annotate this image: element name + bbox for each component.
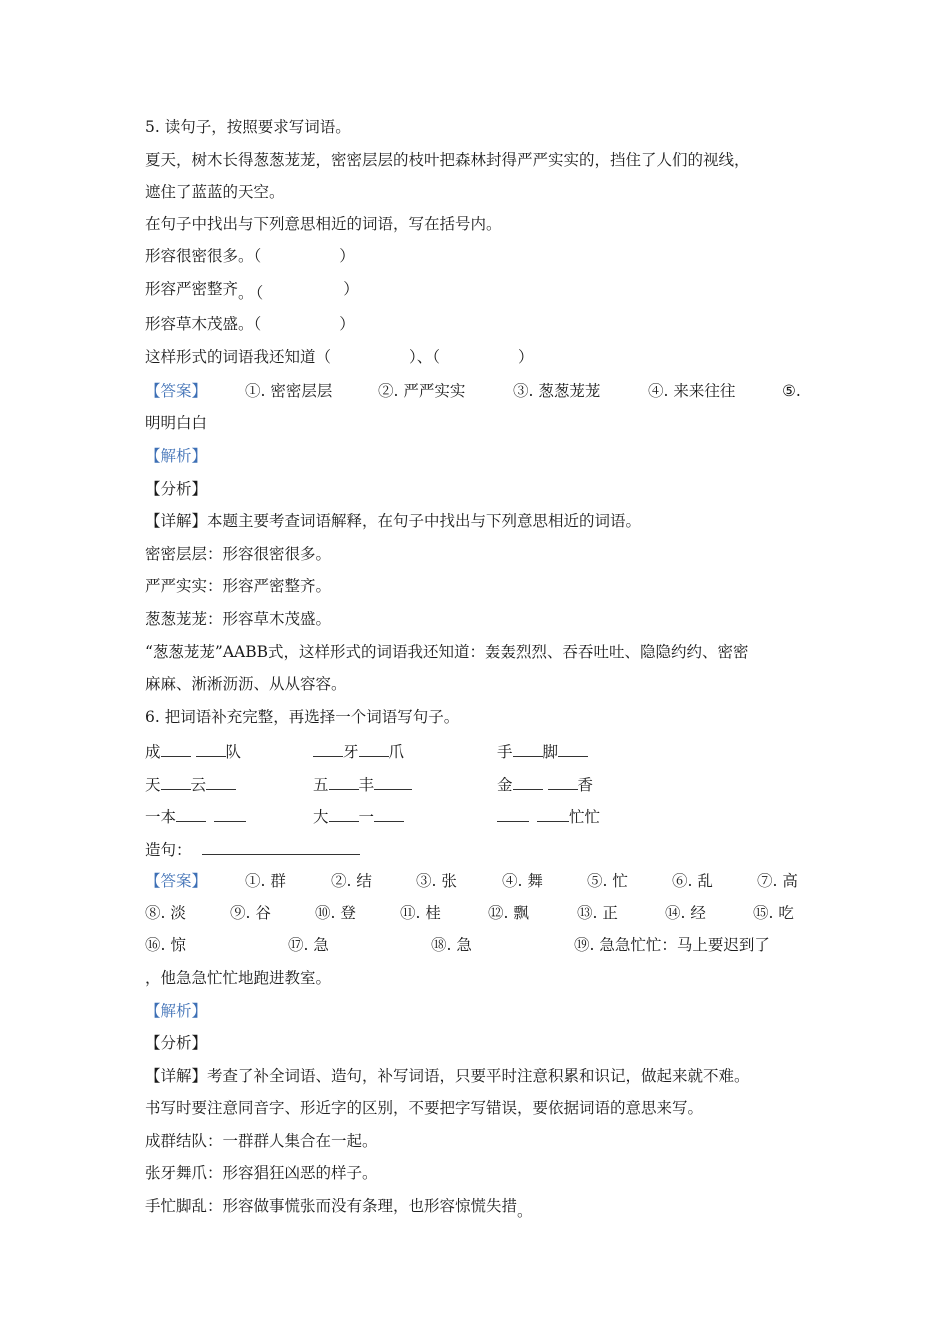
q5-explanation-4: “葱葱茏茏”AABB式，这样形式的词语我还知道：轰轰烈烈、吞吞吐吐、隐隐约约、密密 — [145, 643, 749, 661]
q5-explanation-3: 葱葱茏茏：形容草木茂盛。 — [145, 610, 332, 628]
q5-answer-1: ①. 密密层层 — [245, 382, 333, 400]
q6-answer-6: ⑥. 乱 — [672, 872, 713, 890]
q6-answer-14: ⑭. 经 — [665, 904, 706, 922]
q6-word-r2c1: 天 云 — [145, 773, 236, 795]
q5-fenxi: 【分析】 — [145, 480, 208, 498]
q6-answer-17: ⑰. 急 — [288, 936, 329, 954]
q6-explanation-3: 手忙脚乱：形容做事慌张而没有条理，也形容惊慌失措。 — [145, 1197, 533, 1220]
q6-title: 6. 把词语补充完整，再选择一个词语写句子。 — [145, 708, 460, 726]
q5-answer-5: ⑤. — [782, 382, 801, 400]
q5-passage-line-2: 遮住了蓝蓝的天空。 — [145, 183, 285, 201]
q6-word-r1c3: 手 脚 — [497, 740, 588, 762]
q5-analysis-label: 【解析】 — [145, 447, 208, 465]
q6-answer-10: ⑩. 登 — [315, 904, 356, 922]
q6-word-r2c3: 金 香 — [497, 773, 593, 795]
q6-answer-11: ⑪. 桂 — [400, 904, 441, 922]
q5-answer-3: ③. 葱葱茏茏 — [513, 382, 601, 400]
q6-answer-16: ⑯. 惊 — [145, 936, 186, 954]
q5-title: 5. 读句子，按照要求写词语。 — [145, 118, 351, 136]
q5-item-4: 这样形式的词语我还知道（ ）、（ ） — [145, 348, 534, 366]
q6-word-r3c2: 大 一 — [313, 805, 404, 827]
q6-word-r3c3: 忙忙 — [497, 805, 600, 827]
q5-item-1: 形容很密很多。（ ） — [145, 247, 355, 265]
q6-answer-4: ④. 舞 — [502, 872, 543, 890]
q6-fenxi: 【分析】 — [145, 1034, 208, 1052]
q6-word-r1c2: 牙 爪 — [313, 740, 404, 762]
q5-explanation-2: 严严实实：形容严密整齐。 — [145, 577, 332, 595]
q5-instruction: 在句子中找出与下列意思相近的词语，写在括号内。 — [145, 215, 502, 233]
q6-sentence-line: 造句： — [145, 838, 360, 860]
q5-answer-2: ②. 严严实实 — [378, 382, 466, 400]
q6-answer-5: ⑤. 忙 — [587, 872, 628, 890]
q6-word-r1c1: 成 队 — [145, 740, 241, 762]
q6-answer-label: 【答案】 — [145, 872, 208, 890]
q6-answer-12: ⑫. 飘 — [488, 904, 529, 922]
q6-detail-1: 【详解】考查了补全词语、造句，补写词语，只要平时注意积累和识记，做起来就不难。 — [145, 1067, 750, 1085]
q6-answer-8: ⑧. 淡 — [145, 904, 186, 922]
q6-answer-wrap: ，他急急忙忙地跑进教室。 — [145, 969, 332, 987]
q5-answer-label: 【答案】 — [145, 382, 208, 400]
q6-explanation-2: 张牙舞爪：形容猖狂凶恶的样子。 — [145, 1164, 378, 1182]
q6-answer-3: ③. 张 — [416, 872, 457, 890]
q6-answer-15: ⑮. 吃 — [753, 904, 794, 922]
q5-item-2: 形容严密整齐。（ ） — [145, 280, 359, 302]
q5-answer-4: ④. 来来往往 — [648, 382, 736, 400]
q6-answer-13: ⑬. 正 — [577, 904, 618, 922]
q5-answer-wrap: 明明白白 — [145, 414, 208, 432]
q5-detail: 【详解】本题主要考查词语解释，在句子中找出与下列意思相近的词语。 — [145, 512, 642, 530]
q5-item-3: 形容草木茂盛。（ ） — [145, 315, 355, 333]
q6-explanation-1: 成群结队：一群群人集合在一起。 — [145, 1132, 378, 1150]
q6-answer-19: ⑲. 急急忙忙：马上要迟到了 — [574, 936, 770, 954]
q6-detail-2: 书写时要注意同音字、形近字的区别，不要把字写错误，要依据词语的意思来写。 — [145, 1099, 704, 1117]
q6-answer-18: ⑱. 急 — [431, 936, 472, 954]
q6-word-r3c1: 一本 — [145, 805, 246, 827]
q6-answer-7: ⑦. 高 — [757, 872, 798, 890]
q5-passage-line-1: 夏天，树木长得葱葱茏茏，密密层层的枝叶把森林封得严严实实的，挡住了人们的视线， — [145, 151, 750, 169]
q5-explanation-1: 密密层层：形容很密很多。 — [145, 545, 332, 563]
q6-answer-2: ②. 结 — [331, 872, 372, 890]
q5-explanation-5: 麻麻、淅淅沥沥、从从容容。 — [145, 675, 347, 693]
q6-word-r2c2: 五 丰 — [313, 773, 412, 795]
q6-answer-1: ①. 群 — [245, 872, 286, 890]
q6-answer-9: ⑨. 谷 — [230, 904, 271, 922]
q6-analysis-label: 【解析】 — [145, 1002, 208, 1020]
